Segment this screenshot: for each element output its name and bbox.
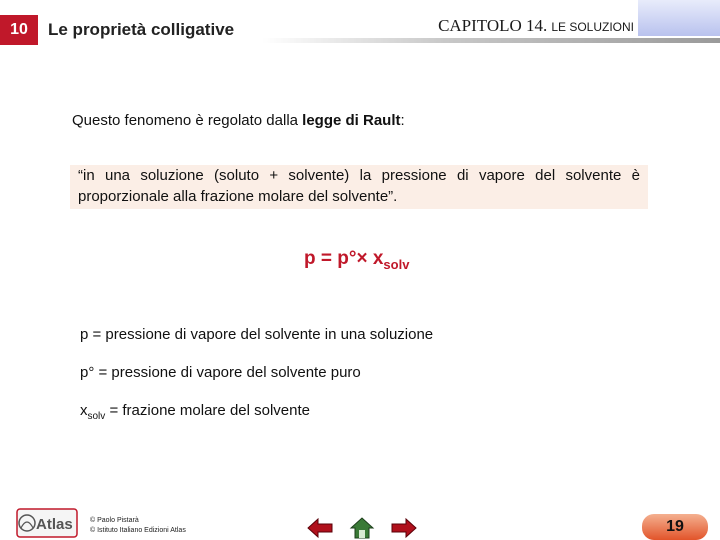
quote-line-2: proporzionale alla frazione molare del solvente”. bbox=[78, 188, 398, 205]
law-quote-box bbox=[70, 165, 648, 209]
page-number: 19 bbox=[642, 514, 708, 540]
chapter-label-main: CAPITOLO 14. bbox=[438, 16, 548, 35]
definition-p0: p° = pressione di vapore del solvente puro bbox=[80, 364, 361, 381]
logo-text: Atlas bbox=[36, 516, 73, 533]
copyright bbox=[90, 516, 186, 536]
def3-text: = frazione molare del solvente bbox=[105, 402, 310, 419]
def3-subscript: solv bbox=[87, 411, 106, 422]
home-icon[interactable] bbox=[348, 516, 376, 540]
formula-main: p = p°× x bbox=[304, 248, 384, 269]
chapter-label bbox=[438, 16, 634, 36]
next-arrow-icon[interactable] bbox=[390, 516, 418, 540]
slide-title: Le proprietà colligative bbox=[48, 20, 235, 39]
chapter-number-badge: 10 bbox=[0, 15, 38, 45]
chapter-label-sub: LE SOLUZIONI bbox=[551, 20, 634, 34]
raoult-formula bbox=[304, 248, 409, 272]
definition-xsolv bbox=[80, 402, 310, 422]
formula-subscript: solv bbox=[383, 256, 410, 272]
intro-suffix: : bbox=[400, 112, 405, 129]
intro-prefix: Questo fenomeno è regolato dalla bbox=[72, 112, 303, 129]
copyright-publisher: © Istituto Italiano Edizioni Atlas bbox=[90, 527, 186, 534]
def3-var: x bbox=[80, 402, 88, 419]
corner-decoration bbox=[638, 0, 720, 36]
header-divider bbox=[262, 38, 720, 43]
atlas-logo bbox=[16, 508, 78, 538]
law-name: legge di Rault bbox=[302, 112, 401, 129]
definition-p: p = pressione di vapore del solvente in una soluzione bbox=[80, 326, 434, 343]
previous-arrow-icon[interactable] bbox=[306, 516, 334, 540]
intro-text bbox=[72, 112, 405, 129]
copyright-author: © Paolo Pistarà bbox=[90, 517, 139, 524]
quote-line-1: “in una soluzione (soluto + solvente) la pressione di vapore del solvente è bbox=[78, 167, 640, 184]
